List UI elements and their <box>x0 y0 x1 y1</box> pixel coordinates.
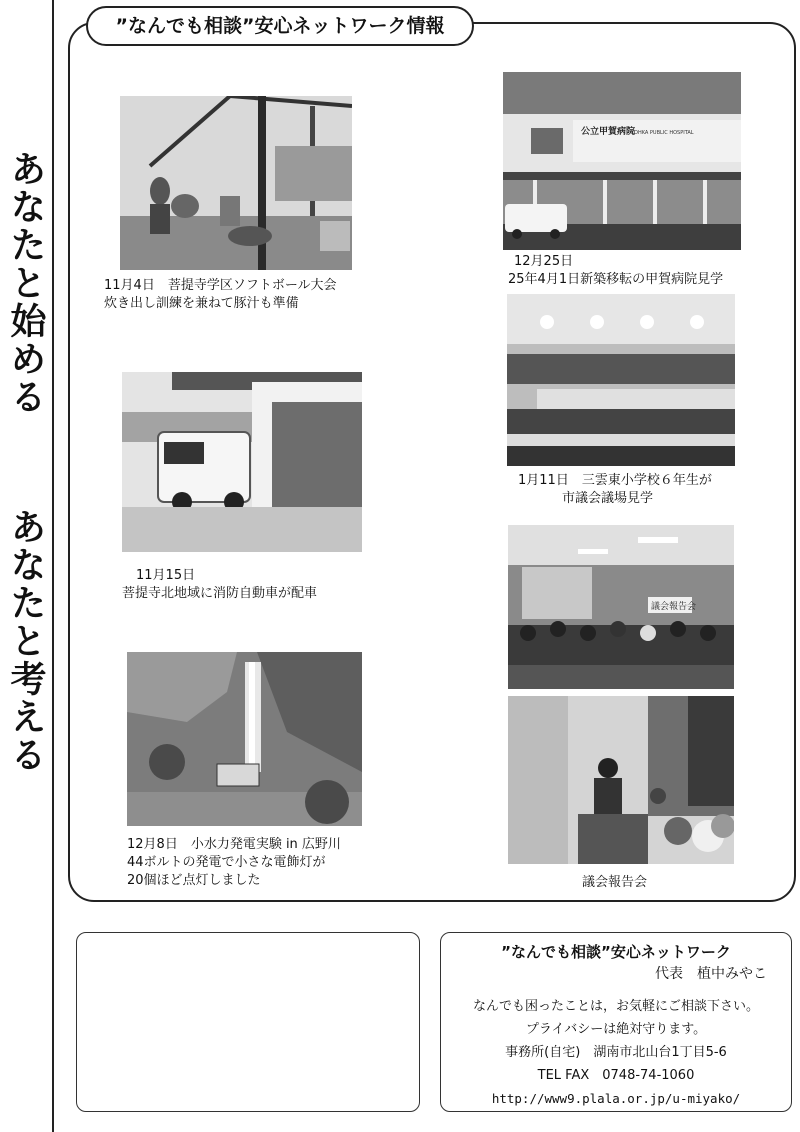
caption-fire-truck: 11月15日 菩提寺北地域に消防自動車が配車 <box>122 568 318 601</box>
contact-line-address: 事務所(自宅) 湖南市北山台1丁目5-6 <box>505 1045 727 1060</box>
contact-title: ”なんでも相談”安心ネットワーク <box>501 943 731 961</box>
photo-softball <box>120 96 352 270</box>
blank-notice-box <box>76 932 420 1112</box>
contact-line-phone: TEL FAX 0748-74-1060 <box>537 1068 695 1083</box>
photo-assembly-hall <box>507 294 735 466</box>
slogan-start: あなたと始める <box>5 150 46 416</box>
contact-line-invite: なんでも困ったことは，お気軽にご相談下さい。 <box>472 999 759 1014</box>
left-margin-rule <box>52 0 54 1132</box>
caption-hospital: 12月25日 25年4月1日新築移転の甲賀病院見学 <box>508 254 724 287</box>
photo-report-audience <box>508 525 734 689</box>
caption-report-speaker: 議会報告会 <box>582 875 648 890</box>
report-sign: 議会報告会 <box>651 602 697 612</box>
caption-assembly-hall: 1月11日 三雲東小学校６年生が 市議会議場見学 <box>518 473 712 506</box>
slogan-think: あなたと考える <box>5 508 46 774</box>
contact-representative: 代表 植中みやこ <box>655 966 767 982</box>
contact-details <box>441 995 791 1110</box>
page-title: ”なんでも相談”安心ネットワーク情報 <box>86 6 474 46</box>
hospital-sign-sub: KOHKA PUBLIC HOSPITAL <box>631 130 694 136</box>
contact-line-privacy: プライバシーは絶対守ります。 <box>525 1022 707 1037</box>
caption-hydro-power: 12月8日 小水力発電実験 in 広野川 44ボルトの発電で小さな電飾灯が 20個ほど点灯しました <box>127 837 341 888</box>
contact-url-link[interactable]: http://www9.plala.or.jp/u-miyako/ <box>491 1091 741 1106</box>
photo-fire-truck <box>122 372 362 552</box>
photo-report-speaker <box>508 696 734 864</box>
photo-hospital <box>503 72 741 250</box>
contact-box <box>440 932 792 1112</box>
caption-softball: 11月4日 菩提寺学区ソフトボール大会 炊き出し訓練を兼ねて豚汁も準備 <box>104 278 337 311</box>
hospital-sign: 公立甲賀病院 <box>581 127 636 137</box>
photo-hydro-power <box>127 652 362 826</box>
